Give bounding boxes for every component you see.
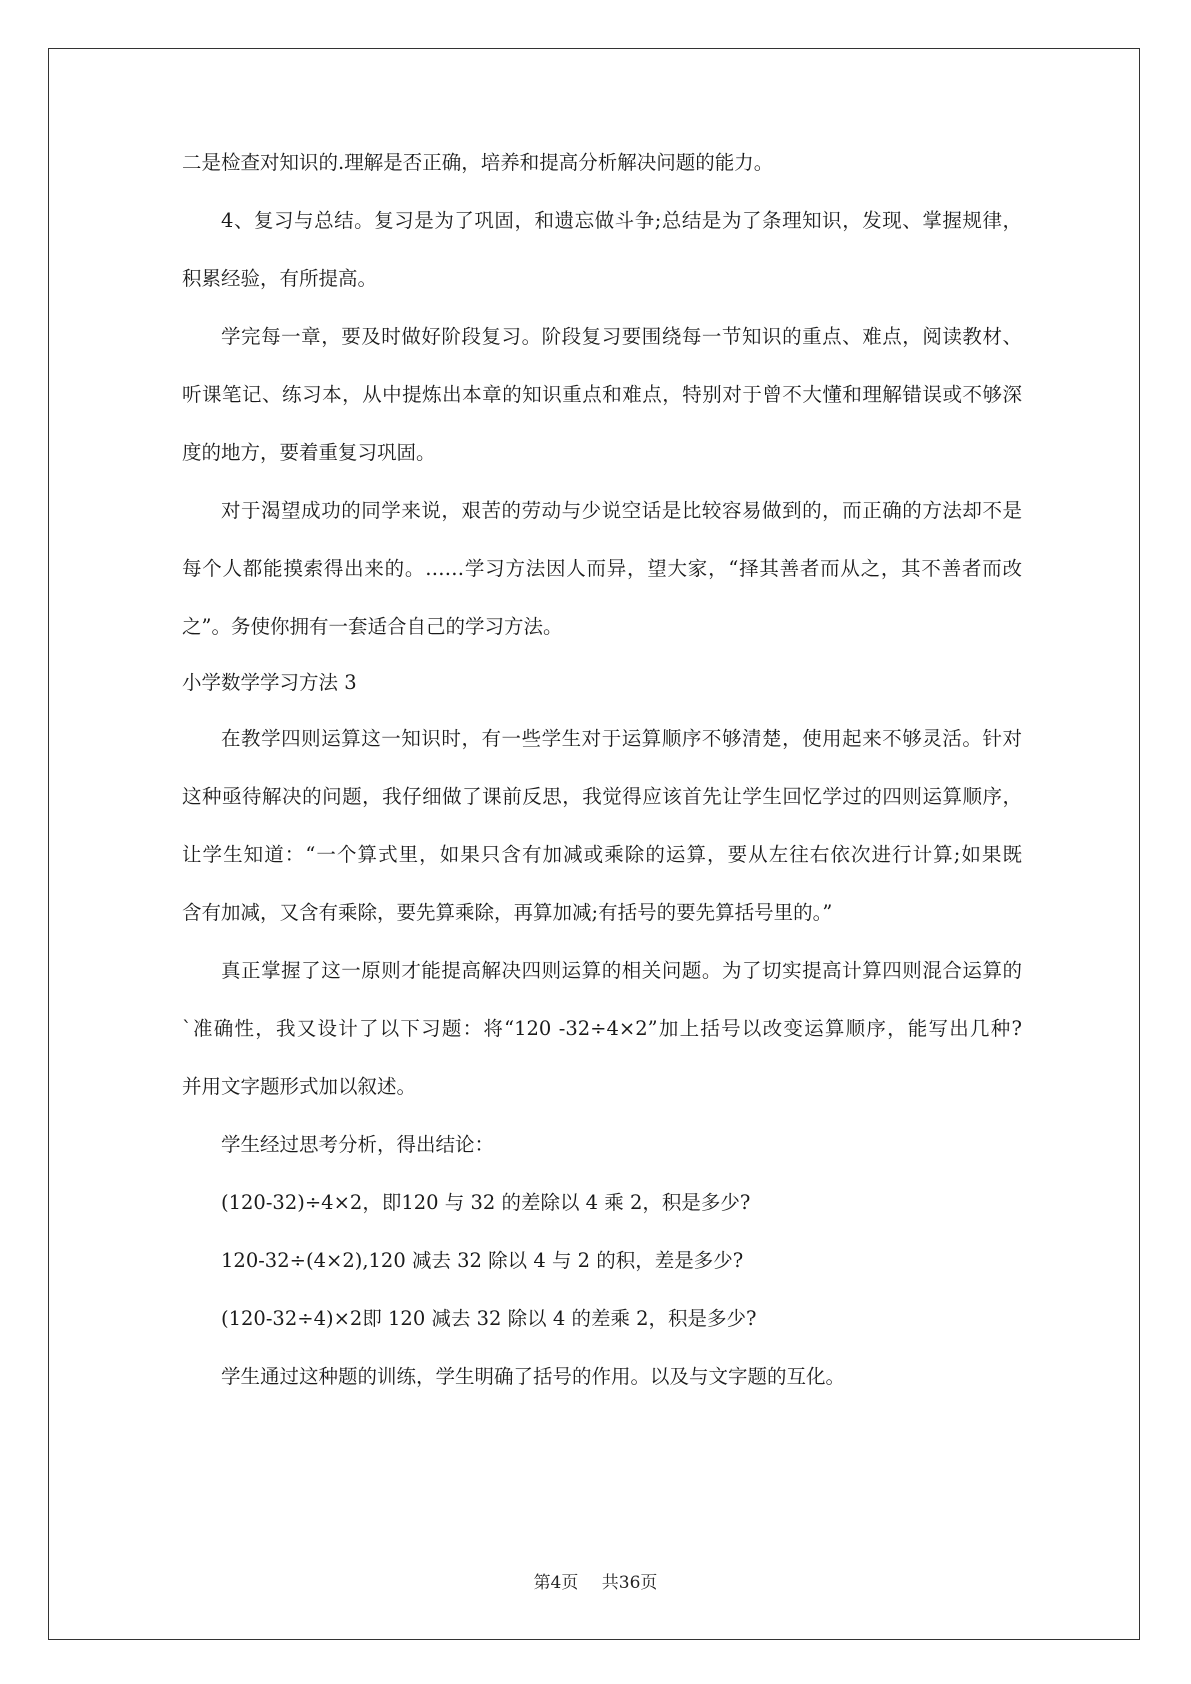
paragraph-line: 含有加减，又含有乘除，要先算乘除，再算加减;有括号的要先算括号里的。” <box>182 901 833 924</box>
paragraph-line: 4、复习与总结。复习是为了巩固，和遗忘做斗争;总结是为了条理知识，发现、掌握规律， <box>221 209 1022 232</box>
paragraph-line: 二是检查对知识的.理解是否正确，培养和提高分析解决问题的能力。 <box>182 151 774 174</box>
paragraph-line: 学完每一章，要及时做好阶段复习。阶段复习要围绕每一节知识的重点、难点，阅读教材、 <box>221 325 1022 348</box>
paragraph-line: (120-32)÷4×2，即120 与 32 的差除以 4 乘 2，积是多少? <box>221 1191 751 1214</box>
paragraph-line: 这种亟待解决的问题，我仔细做了课前反思，我觉得应该首先让学生回忆学过的四则运算顺序， <box>182 785 1022 808</box>
paragraph-line: 积累经验，有所提高。 <box>182 267 378 290</box>
paragraph-line: 度的地方，要着重复习巩固。 <box>182 441 436 464</box>
paragraph-line: 之”。务使你拥有一套适合自己的学习方法。 <box>182 615 563 638</box>
paragraph-line: `准确性，我又设计了以下习题：将“120 -32÷4×2”加上括号以改变运算顺序，能写出几种? <box>182 1017 1022 1040</box>
paragraph-line: 学生经过思考分析，得出结论： <box>221 1133 495 1156</box>
paragraph-line: 真正掌握了这一原则才能提高解决四则运算的相关问题。为了切实提高计算四则混合运算的 <box>221 959 1022 982</box>
paragraph-line: 对于渴望成功的同学来说，艰苦的劳动与少说空话是比较容易做到的，而正确的方法却不是 <box>221 499 1022 522</box>
page-total: 共36页 <box>601 1573 658 1593</box>
paragraph-line: 让学生知道：“一个算式里，如果只含有加减或乘除的运算，要从左往右依次进行计算;如果既 <box>182 843 1022 866</box>
paragraph-line: 在教学四则运算这一知识时，有一些学生对于运算顺序不够清楚，使用起来不够灵活。针对 <box>221 727 1022 750</box>
paragraph-line: 并用文字题形式加以叙述。 <box>182 1075 417 1098</box>
paragraph-line: 每个人都能摸索得出来的。……学习方法因人而异，望大家，“择其善者而从之，其不善者而改 <box>182 557 1022 580</box>
page-footer <box>0 1568 1191 1593</box>
paragraph-line: 学生通过这种题的训练，学生明确了括号的作用。以及与文字题的互化。 <box>221 1365 846 1388</box>
section-heading: 小学数学学习方法 3 <box>182 671 357 694</box>
paragraph-line: (120-32÷4)×2即 120 减去 32 除以 4 的差乘 2，积是多少? <box>221 1307 757 1330</box>
paragraph-line: 听课笔记、练习本，从中提炼出本章的知识重点和难点，特别对于曾不大懂和理解错误或不够深 <box>182 383 1022 406</box>
paragraph-line: 120-32÷(4×2),120 减去 32 除以 4 与 2 的积，差是多少? <box>221 1249 744 1272</box>
page-number: 第4页 <box>533 1573 579 1593</box>
